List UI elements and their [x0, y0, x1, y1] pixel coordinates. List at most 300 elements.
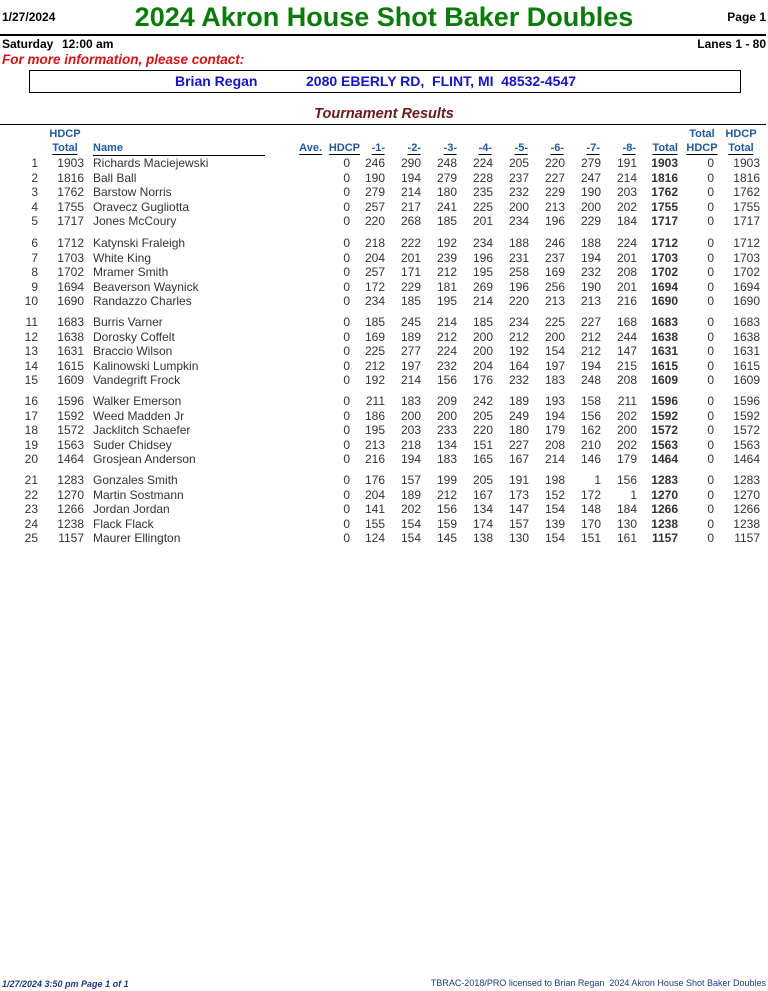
- hdcp-total: 1694: [57, 279, 84, 294]
- table-row: [0, 423, 768, 437]
- table-row: [0, 294, 768, 308]
- game-8: 201: [616, 250, 637, 265]
- game-6: 193: [544, 394, 565, 408]
- hdcp-total: 1762: [57, 185, 84, 199]
- rank: 21: [24, 473, 38, 487]
- col-hdcp: HDCP: [328, 142, 360, 154]
- game-2: 222: [400, 236, 421, 250]
- table-row: [0, 394, 768, 408]
- game-4: 242: [472, 394, 493, 408]
- final-total: 1596: [733, 394, 760, 408]
- game-4: 205: [472, 408, 493, 423]
- game-7: 200: [580, 199, 601, 214]
- game-7: 156: [580, 408, 601, 423]
- game-3: 192: [436, 236, 457, 250]
- game-6: 229: [544, 185, 565, 199]
- game-1: 204: [364, 487, 385, 502]
- game-3: 145: [436, 531, 457, 545]
- game-1: 155: [364, 516, 385, 531]
- total-hdcp: 0: [707, 452, 714, 466]
- hdcp-total: 1266: [57, 502, 84, 516]
- total: 1702: [651, 265, 678, 279]
- game-3: 185: [436, 214, 457, 228]
- total-hdcp: 0: [707, 199, 714, 214]
- final-total: 1694: [733, 279, 760, 294]
- total: 1690: [651, 294, 678, 308]
- final-total: 1270: [733, 487, 760, 502]
- section-divider: [0, 124, 766, 125]
- game-1: 220: [364, 214, 385, 228]
- game-1: 257: [364, 265, 385, 279]
- total-hdcp: 0: [707, 279, 714, 294]
- hdcp: 0: [343, 315, 350, 329]
- game-1: 124: [364, 531, 385, 545]
- game-2: 217: [400, 199, 421, 214]
- table-row: [0, 280, 768, 294]
- rank: 2: [31, 170, 38, 185]
- game-5: 167: [508, 452, 529, 466]
- total: 1266: [651, 502, 678, 516]
- hdcp: 0: [343, 531, 350, 545]
- team-name: Martin Sostmann: [93, 487, 184, 502]
- rank: 22: [24, 487, 38, 502]
- game-8: 184: [616, 502, 637, 516]
- game-3: 248: [436, 156, 457, 170]
- game-3: 212: [436, 487, 457, 502]
- total-hdcp: 0: [707, 473, 714, 487]
- rank: 11: [25, 315, 38, 329]
- total-hdcp: 0: [707, 265, 714, 279]
- hdcp-total: 1712: [57, 236, 84, 250]
- game-6: 256: [544, 279, 565, 294]
- game-3: 233: [436, 423, 457, 437]
- game-8: 202: [616, 199, 637, 214]
- game-5: 220: [508, 294, 529, 308]
- final-total: 1464: [733, 452, 760, 466]
- game-3: 159: [436, 516, 457, 531]
- game-1: 192: [364, 373, 385, 387]
- contact-address: 2080 EBERLY RD, FLINT, MI 48532-4547: [306, 73, 577, 89]
- hdcp: 0: [343, 358, 350, 373]
- total: 1572: [651, 423, 678, 437]
- total-hdcp: 0: [707, 315, 714, 329]
- game-6: 194: [544, 408, 565, 423]
- hdcp: 0: [343, 279, 350, 294]
- game-5: 130: [508, 531, 529, 545]
- game-7: 172: [580, 487, 601, 502]
- game-2: 290: [400, 156, 421, 170]
- game-6: 183: [544, 373, 565, 387]
- game-6: 198: [544, 473, 565, 487]
- col-game-7: -7-: [586, 142, 600, 154]
- game-4: 205: [472, 473, 493, 487]
- game-7: 212: [580, 344, 601, 358]
- final-total: 1157: [734, 531, 760, 545]
- total: 1592: [651, 408, 678, 423]
- game-7: 227: [580, 315, 601, 329]
- game-7: 213: [580, 294, 601, 308]
- game-5: 147: [508, 502, 529, 516]
- game-1: 213: [364, 437, 385, 452]
- team-name: Barstow Norris: [93, 185, 172, 199]
- game-6: 197: [544, 358, 565, 373]
- col-game-3: -3-: [443, 142, 457, 154]
- game-2: 189: [400, 487, 421, 502]
- game-6: 154: [544, 344, 565, 358]
- total-hdcp: 0: [707, 408, 714, 423]
- hdcp-total: 1596: [57, 394, 84, 408]
- game-2: 218: [400, 437, 421, 452]
- game-4: 176: [472, 373, 493, 387]
- game-5: 232: [508, 185, 529, 199]
- final-total: 1762: [733, 185, 760, 199]
- col-game-1: -1-: [371, 142, 385, 154]
- hdcp-total: 1563: [57, 437, 84, 452]
- game-1: 190: [364, 170, 385, 185]
- game-2: 277: [400, 344, 421, 358]
- col-game-8: -8-: [622, 142, 636, 154]
- game-1: 172: [364, 279, 385, 294]
- game-7: 146: [580, 452, 601, 466]
- game-8: 208: [616, 373, 637, 387]
- game-4: 134: [472, 502, 493, 516]
- game-2: 268: [400, 214, 421, 228]
- hdcp: 0: [343, 294, 350, 308]
- game-1: 218: [364, 236, 385, 250]
- rank: 6: [31, 236, 38, 250]
- game-7: 194: [580, 358, 601, 373]
- game-3: 212: [436, 329, 457, 344]
- rank: 15: [24, 373, 38, 387]
- table-row: [0, 236, 768, 250]
- game-1: 211: [365, 394, 385, 408]
- game-5: 227: [508, 437, 529, 452]
- game-8: 200: [616, 423, 637, 437]
- rank: 4: [31, 199, 38, 214]
- game-6: 225: [544, 315, 565, 329]
- game-3: 156: [436, 373, 457, 387]
- rank: 19: [24, 437, 38, 452]
- game-7: 247: [580, 170, 601, 185]
- team-name: Burris Varner: [93, 315, 163, 329]
- game-8: 202: [616, 408, 637, 423]
- game-2: 194: [400, 170, 421, 185]
- game-8: 208: [616, 265, 637, 279]
- table-row: [0, 200, 768, 214]
- game-1: 246: [364, 156, 385, 170]
- game-8: 168: [616, 315, 637, 329]
- hdcp: 0: [343, 250, 350, 265]
- game-5: 192: [508, 344, 529, 358]
- rank: 7: [31, 250, 38, 265]
- game-6: 152: [544, 487, 565, 502]
- hdcp-total: 1631: [57, 344, 84, 358]
- game-2: 197: [400, 358, 421, 373]
- col-game-5: -5-: [514, 142, 528, 154]
- col-average: Ave.: [299, 142, 322, 154]
- team-name: Jacklitch Schaefer: [93, 423, 191, 437]
- game-3: 212: [436, 265, 457, 279]
- team-name: Randazzo Charles: [93, 294, 192, 308]
- total: 1609: [651, 373, 678, 387]
- rank: 16: [24, 394, 38, 408]
- game-1: 204: [364, 250, 385, 265]
- team-name: Braccio Wilson: [93, 344, 173, 358]
- total-hdcp: 0: [707, 423, 714, 437]
- game-3: 241: [436, 199, 457, 214]
- total-hdcp: 0: [707, 185, 714, 199]
- game-3: 183: [436, 452, 457, 466]
- game-8: 203: [616, 185, 637, 199]
- game-4: 151: [472, 437, 493, 452]
- game-7: 170: [580, 516, 601, 531]
- team-name: Vandegrift Frock: [93, 373, 181, 387]
- table-row: [0, 185, 768, 199]
- game-7: 190: [580, 185, 601, 199]
- game-2: 245: [400, 315, 421, 329]
- game-4: 165: [472, 452, 493, 466]
- table-row: [0, 473, 768, 487]
- total: 1755: [651, 199, 678, 214]
- team-name: Beaverson Waynick: [93, 279, 199, 294]
- footer-license: TBRAC-2018/PRO licensed to Brian Regan 2024 Akron House Shot Baker Doubles: [430, 978, 766, 988]
- total: 1717: [651, 214, 678, 228]
- game-6: 246: [544, 236, 565, 250]
- rank: 18: [24, 423, 38, 437]
- table-row: [0, 517, 768, 531]
- game-6: 208: [544, 437, 565, 452]
- hdcp-total: 1609: [57, 373, 84, 387]
- game-5: 232: [508, 373, 529, 387]
- game-3: 279: [436, 170, 457, 185]
- total-hdcp: 0: [707, 358, 714, 373]
- lanes-range: Lanes 1 - 80: [697, 37, 766, 51]
- hdcp: 0: [343, 373, 350, 387]
- game-1: 225: [364, 344, 385, 358]
- game-4: 235: [472, 185, 493, 199]
- event-time: 12:00 am: [62, 37, 114, 51]
- game-4: 200: [472, 329, 493, 344]
- col-final-top: HDCP: [725, 128, 757, 140]
- game-3: 200: [436, 408, 457, 423]
- contact-name: Brian Regan: [175, 73, 258, 89]
- final-total: 1563: [733, 437, 760, 452]
- team-name: Mramer Smith: [93, 265, 169, 279]
- hdcp: 0: [343, 199, 350, 214]
- team-name: Jones McCoury: [93, 214, 177, 228]
- team-name: Jordan Jordan: [93, 502, 170, 516]
- team-name: Ball Ball: [93, 170, 137, 185]
- game-6: 214: [544, 452, 565, 466]
- hdcp-total: 1690: [57, 294, 84, 308]
- game-5: 258: [508, 265, 529, 279]
- total-hdcp: 0: [707, 236, 714, 250]
- table-row: [0, 438, 768, 452]
- game-8: 244: [616, 329, 637, 344]
- final-total: 1238: [733, 516, 760, 531]
- game-3: 239: [436, 250, 457, 265]
- game-1: 212: [364, 358, 385, 373]
- game-5: 212: [508, 329, 529, 344]
- game-4: 214: [472, 294, 493, 308]
- game-8: 215: [616, 358, 637, 373]
- hdcp: 0: [343, 265, 350, 279]
- game-7: 248: [580, 373, 601, 387]
- rank: 12: [24, 329, 38, 344]
- section-title: Tournament Results: [314, 106, 454, 122]
- rank: 9: [31, 279, 38, 294]
- hdcp-total: 1572: [57, 423, 84, 437]
- total-hdcp: 0: [707, 394, 714, 408]
- hdcp: 0: [343, 516, 350, 531]
- game-8: 130: [616, 516, 637, 531]
- game-4: 220: [472, 423, 493, 437]
- col-total-hdcp-bottom: HDCP: [686, 142, 718, 154]
- game-6: 213: [544, 199, 565, 214]
- game-4: 224: [472, 156, 493, 170]
- game-1: 176: [364, 473, 385, 487]
- game-5: 191: [508, 473, 529, 487]
- game-8: 214: [616, 170, 637, 185]
- game-7: 210: [580, 437, 601, 452]
- game-2: 200: [400, 408, 421, 423]
- total-hdcp: 0: [707, 344, 714, 358]
- hdcp-total: 1592: [57, 408, 84, 423]
- final-total: 1717: [733, 214, 760, 228]
- hdcp: 0: [343, 473, 350, 487]
- final-total: 1712: [733, 236, 760, 250]
- game-2: 202: [400, 502, 421, 516]
- game-8: 184: [616, 214, 637, 228]
- game-7: 190: [580, 279, 601, 294]
- game-5: 164: [508, 358, 529, 373]
- game-8: 1: [630, 487, 637, 502]
- game-3: 199: [436, 473, 457, 487]
- contact-box: [29, 70, 741, 93]
- game-3: 181: [436, 279, 457, 294]
- table-row: [0, 502, 768, 516]
- hdcp-total: 1717: [57, 214, 84, 228]
- table-row: [0, 488, 768, 502]
- game-2: 154: [400, 531, 421, 545]
- game-6: 179: [544, 423, 565, 437]
- game-6: 169: [544, 265, 565, 279]
- game-5: 205: [508, 156, 529, 170]
- rank: 24: [24, 516, 38, 531]
- total: 1903: [651, 156, 678, 170]
- game-5: 200: [508, 199, 529, 214]
- hdcp: 0: [343, 170, 350, 185]
- game-3: 195: [436, 294, 457, 308]
- game-3: 134: [436, 437, 457, 452]
- hdcp-total: 1703: [57, 250, 84, 265]
- total: 1596: [651, 394, 678, 408]
- team-name: Katynski Fraleigh: [93, 236, 186, 250]
- rank: 8: [31, 265, 38, 279]
- total-hdcp: 0: [707, 487, 714, 502]
- hdcp: 0: [343, 487, 350, 502]
- total: 1762: [651, 185, 678, 199]
- game-6: 196: [544, 214, 565, 228]
- game-2: 183: [400, 394, 421, 408]
- game-7: 194: [580, 250, 601, 265]
- game-2: 185: [400, 294, 421, 308]
- game-5: 188: [508, 236, 529, 250]
- final-total: 1266: [733, 502, 760, 516]
- table-row: [0, 452, 768, 466]
- game-8: 211: [617, 394, 637, 408]
- total-hdcp: 0: [707, 156, 714, 170]
- game-4: 228: [472, 170, 493, 185]
- team-name: Kalinowski Lumpkin: [93, 358, 199, 373]
- game-4: 225: [472, 199, 493, 214]
- game-5: 173: [508, 487, 529, 502]
- game-6: 227: [544, 170, 565, 185]
- game-6: 237: [544, 250, 565, 265]
- final-total: 1816: [733, 170, 760, 185]
- game-7: 162: [580, 423, 601, 437]
- team-name: Gonzales Smith: [93, 473, 178, 487]
- footer-timestamp: 1/27/2024 3:50 pm Page 1 of 1: [2, 979, 129, 989]
- game-4: 196: [472, 250, 493, 265]
- game-4: 201: [472, 214, 493, 228]
- hdcp-total: 1238: [57, 516, 84, 531]
- rank: 25: [24, 531, 38, 545]
- rank: 14: [24, 358, 38, 373]
- page-number: Page 1: [727, 10, 766, 24]
- hdcp: 0: [343, 185, 350, 199]
- final-total: 1638: [733, 329, 760, 344]
- game-7: 158: [580, 394, 601, 408]
- team-name: Weed Madden Jr: [93, 408, 185, 423]
- game-5: 231: [508, 250, 529, 265]
- rank: 3: [31, 185, 38, 199]
- table-row: [0, 531, 768, 545]
- game-7: 1: [594, 473, 601, 487]
- total-hdcp: 0: [707, 214, 714, 228]
- hdcp: 0: [343, 408, 350, 423]
- total: 1694: [651, 279, 678, 294]
- game-4: 234: [472, 236, 493, 250]
- final-total: 1903: [733, 156, 760, 170]
- hdcp: 0: [343, 329, 350, 344]
- game-1: 257: [364, 199, 385, 214]
- table-row: [0, 344, 768, 358]
- total: 1464: [651, 452, 678, 466]
- game-8: 156: [616, 473, 637, 487]
- game-2: 154: [400, 516, 421, 531]
- game-5: 189: [508, 394, 529, 408]
- game-3: 214: [436, 315, 457, 329]
- team-name: Oravecz Gugliotta: [93, 199, 190, 214]
- hdcp: 0: [343, 156, 350, 170]
- game-1: 234: [364, 294, 385, 308]
- team-name: Dorosky Coffelt: [93, 329, 175, 344]
- final-total: 1755: [733, 199, 760, 214]
- game-6: 213: [544, 294, 565, 308]
- final-total: 1683: [733, 315, 760, 329]
- game-3: 156: [436, 502, 457, 516]
- hdcp: 0: [343, 423, 350, 437]
- game-7: 148: [580, 502, 601, 516]
- final-total: 1702: [733, 265, 760, 279]
- rank: 23: [24, 502, 38, 516]
- final-total: 1592: [733, 408, 760, 423]
- game-5: 180: [508, 423, 529, 437]
- total-hdcp: 0: [707, 250, 714, 265]
- game-2: 214: [400, 373, 421, 387]
- game-7: 232: [580, 265, 601, 279]
